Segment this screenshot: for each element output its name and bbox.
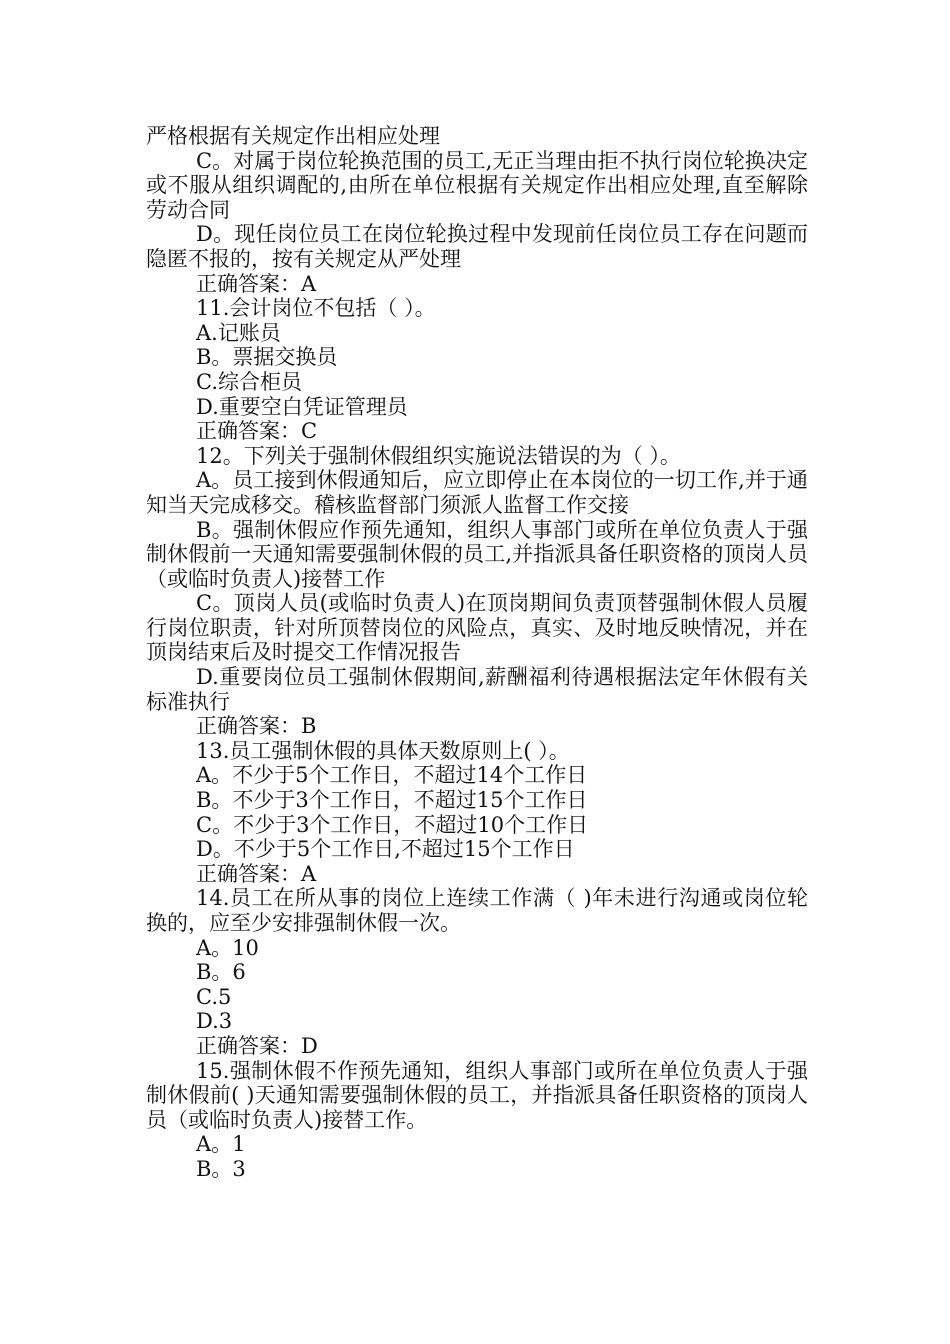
question-15-option-a: A。1	[196, 1132, 246, 1157]
question-14-option-d: D.3	[196, 1009, 233, 1034]
question-15-option-b: B。3	[196, 1156, 246, 1181]
question-13-option-c: C。不少于3个工作日，不超过10个工作日	[196, 812, 589, 837]
question-11-option-a: A.记账员	[196, 320, 281, 345]
question-12: 12。下列关于强制休假组织实施说法错误的为（ ）。	[196, 443, 681, 468]
question-11-option-b: B。票据交换员	[196, 345, 338, 370]
question-11: 11.会计岗位不包括（ ）。	[196, 296, 436, 321]
question-14-option-b: B。6	[196, 960, 246, 985]
question-12-option-d: D.重要岗位员工强制休假期间,薪酬福利待遇根据法定年休假有关标准执行	[146, 665, 808, 714]
question-15: 15.强制休假不作预先通知，组织人事部门或所在单位负责人于强制休假前( )天通知需要强制休假的员工，并指派具备任职资格的顶岗人员（或临时负责人)接替工作。	[146, 1058, 808, 1132]
question-12-option-a: A。员工接到休假通知后，应立即停止在本岗位的一切工作,并于通知当天完成移交。稽核监督部门须派人监督工作交接	[146, 468, 808, 517]
question-13: 13.员工强制休假的具体天数原则上( ）。	[196, 738, 570, 763]
question-14: 14.员工在所从事的岗位上连续工作满（ )年未进行沟通或岗位轮换的，应至少安排强制休假一次。	[146, 886, 808, 935]
option-d-prev: D。现任岗位员工在岗位轮换过程中发现前任岗位员工存在问题而隐匿不报的，按有关规定从严处理	[146, 222, 808, 271]
question-12-option-b: B。强制休假应作预先通知，组织人事部门或所在单位负责人于强制休假前一天通知需要强制休假的员工,并指派具备任职资格的顶岗人员（或临时负责人)接替工作	[146, 517, 808, 591]
paragraph-continuation: 严格根据有关规定作出相应处理	[146, 124, 440, 148]
question-12-answer: 正确答案：B	[196, 714, 317, 739]
question-13-option-b: B。不少于3个工作日，不超过15个工作日	[196, 788, 588, 813]
question-11-option-d: D.重要空白凭证管理员	[196, 394, 408, 419]
question-14-option-c: C.5	[196, 984, 232, 1009]
question-11-answer: 正确答案：C	[196, 419, 318, 444]
question-13-option-d: D。不少于5个工作日,不超过15个工作日	[196, 837, 575, 862]
option-c-prev: C。对属于岗位轮换范围的员工,无正当理由拒不执行岗位轮换决定或不服从组织调配的,由所在单位根据有关规定作出相应处理,直至解除劳动合同	[146, 148, 808, 222]
question-12-option-c: C。顶岗人员(或临时负责人)在顶岗期间负责顶替强制休假人员履行岗位职责，针对所顶替岗位的风险点，真实、及时地反映情况，并在顶岗结束后及时提交工作情况报告	[146, 591, 808, 665]
question-13-answer: 正确答案：A	[196, 861, 317, 886]
question-14-option-a: A。10	[196, 935, 259, 960]
question-11-option-c: C.综合柜员	[196, 369, 302, 394]
question-14-answer: 正确答案：D	[196, 1033, 318, 1058]
answer-prev: 正确答案：A	[196, 271, 317, 296]
document-page	[146, 124, 808, 1182]
question-13-option-a: A。不少于5个工作日，不超过14个工作日	[196, 763, 588, 788]
